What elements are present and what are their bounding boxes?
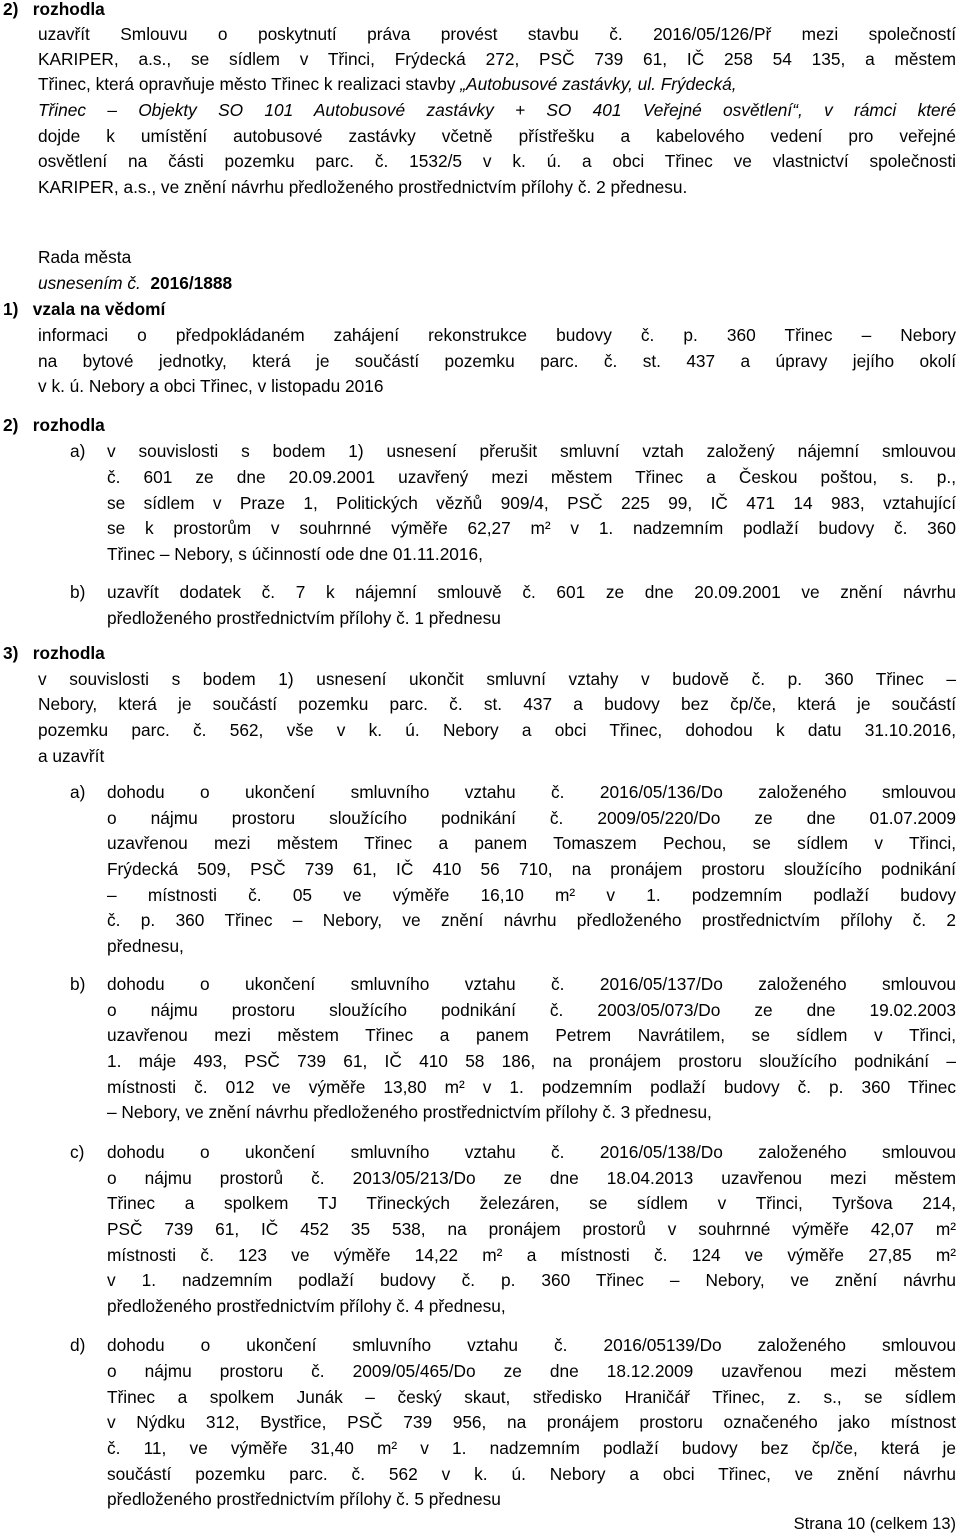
paragraph-line: přednesu,: [107, 936, 184, 956]
paragraph-line: dohodu o ukončení smluvního vztahu č. 2016/05/138/Do založeného smlouvou: [107, 1142, 956, 1162]
paragraph-line: č. 601 ze dne 20.09.2001 uzavřený mezi městem Třinec a Českou poštou, s. p.,: [107, 467, 956, 487]
paragraph-line: v 1. nadzemním podlaží budovy č. p. 360 Třinec – Nebory, ve znění návrhu: [107, 1270, 956, 1290]
paragraph-line: v Nýdku 312, Bystřice, PSČ 739 956, na pronájem prostoru označeného jako místnost: [107, 1412, 956, 1432]
paragraph-line: uzavřenou mezi městem Třinec a panem Tomaszem Pechou, se sídlem v Třinci,: [107, 833, 956, 853]
paragraph-line: předloženého prostřednictvím přílohy č. 4 přednesu,: [107, 1296, 506, 1316]
paragraph-line: místnosti č. 012 ve výměře 13,80 m² v 1. podzemním podlaží budovy č. p. 360 Třinec: [107, 1077, 956, 1097]
paragraph-line: a uzavřít: [38, 746, 105, 766]
paragraph-line: dohodu o ukončení smluvního vztahu č. 2016/05/137/Do založeného smlouvou: [107, 974, 956, 994]
paragraph-line: KARIPER, a.s., ve znění návrhu předloženého prostřednictvím přílohy č. 2 přednesu.: [38, 177, 688, 197]
paragraph-line: v k. ú. Nebory a obci Třinec, v listopadu 2016: [38, 376, 384, 396]
paragraph-line: č. 11, ve výměře 31,40 m² v 1. nadzemním podlaží budovy bez čp/če, která je: [107, 1438, 956, 1458]
paragraph-line: dojde k umístění autobusové zastávky včetně přístřešku a kabelového vedení pro veřejné: [38, 126, 956, 146]
paragraph-line: uzavřenou mezi městem Třinec a panem Petrem Navrátilem, se sídlem v Třinci,: [107, 1025, 956, 1045]
paragraph-line: o nájmu prostoru č. 2009/05/465/Do ze dne 18.12.2009 uzavřenou mezi městem: [107, 1361, 956, 1381]
paragraph-line: Třinec a spolkem TJ Třineckých železáren, se sídlem v Třinci, Tyršova 214,: [107, 1193, 956, 1213]
sub-item-label: b): [70, 974, 86, 994]
paragraph-line: – Nebory, ve znění návrhu předloženého prostřednictvím přílohy č. 3 přednesu,: [107, 1102, 712, 1122]
paragraph-line: Frýdecká 509, PSČ 739 61, IČ 410 56 710, na pronájem prostoru sloužícího podnikání: [107, 859, 956, 879]
item-label: 2) rozhodla: [3, 0, 105, 19]
paragraph-line: pozemku parc. č. 562, vše v k. ú. Nebory a obci Třinec, dohodou k datu 31.10.2016,: [38, 720, 956, 740]
paragraph-line: osvětlení na části pozemku parc. č. 1532/5 v k. ú. a obci Třinec ve vlastnictví společnosti: [38, 151, 956, 171]
sub-item-label: a): [70, 782, 86, 802]
paragraph-line: předloženého prostřednictvím přílohy č. 1 přednesu: [107, 608, 501, 628]
item-label: 1) vzala na vědomí: [3, 299, 166, 319]
sub-item-label: c): [70, 1142, 85, 1162]
sub-item-label: a): [70, 441, 86, 461]
paragraph-line: o nájmu prostorů č. 2013/05/213/Do ze dne 18.04.2013 uzavřenou mezi městem: [107, 1168, 956, 1188]
paragraph-line: o nájmu prostoru sloužícího podnikání č. 2009/05/220/Do ze dne 01.07.2009: [107, 808, 956, 828]
sub-item-label: d): [70, 1335, 86, 1355]
paragraph-line: PSČ 739 61, IČ 452 35 538, na pronájem prostorů v souhrnné výměře 42,07 m²: [107, 1219, 956, 1239]
resolution-header: usnesením č. 2016/1888: [38, 273, 233, 293]
paragraph-line: součástí pozemku parc. č. 562 v k. ú. Nebory a obci Třinec, ve znění návrhu: [107, 1464, 956, 1484]
paragraph-line: se sídlem v Praze 1, Politických vězňů 909/4, PSČ 225 99, IČ 471 14 983, vztahující: [107, 493, 956, 513]
paragraph-line: KARIPER, a.s., se sídlem v Třinci, Frýdecká 272, PSČ 739 61, IČ 258 54 135, a městem: [38, 49, 956, 69]
paragraph-line: Třinec – Objekty SO 101 Autobusové zastávky + SO 401 Veřejné osvětlení“, v rámci které: [38, 100, 956, 120]
page-number: Strana 10 (celkem 13): [793, 1515, 956, 1533]
paragraph-line: uzavřít dodatek č. 7 k nájemní smlouvě č. 601 ze dne 20.09.2001 ve znění návrhu: [107, 582, 956, 602]
paragraph-line: místnosti č. 123 ve výměře 14,22 m² a místnosti č. 124 ve výměře 27,85 m²: [107, 1245, 956, 1265]
paragraph-line: 1. máje 493, PSČ 739 61, IČ 410 58 186, na pronájem prostoru sloužícího podnikání –: [107, 1051, 956, 1071]
paragraph-line: dohodu o ukončení smluvního vztahu č. 2016/05/136/Do založeného smlouvou: [107, 782, 956, 802]
paragraph-line: o nájmu prostoru sloužícího podnikání č. 2003/05/073/Do ze dne 19.02.2003: [107, 1000, 956, 1020]
paragraph-line: v souvislosti s bodem 1) usnesení ukončit smluvní vztahy v budově č. p. 360 Třinec –: [38, 669, 956, 689]
sub-item-label: b): [70, 582, 86, 602]
paragraph-line: Třinec, která opravňuje město Třinec k realizaci stavby „Autobusové zastávky, ul. Frýdecká,: [38, 74, 737, 94]
paragraph-line: v souvislosti s bodem 1) usnesení přerušit smluvní vztah založený nájemní smlouvou: [107, 441, 956, 461]
item-label: 2) rozhodla: [3, 415, 105, 435]
paragraph-line: předloženého prostřednictvím přílohy č. 5 přednesu: [107, 1489, 501, 1509]
paragraph-line: dohodu o ukončení smluvního vztahu č. 2016/05139/Do založeného smlouvou: [107, 1335, 956, 1355]
paragraph-line: Třinec – Nebory, s účinností ode dne 01.11.2016,: [107, 544, 483, 564]
council-name: Rada města: [38, 247, 132, 267]
item-label: 3) rozhodla: [3, 643, 105, 663]
paragraph-line: informaci o předpokládaném zahájení rekonstrukce budovy č. p. 360 Třinec – Nebory: [38, 325, 956, 345]
paragraph-line: se k prostorům v souhrnné výměře 62,27 m² v 1. nadzemním podlaží budovy č. 360: [107, 518, 956, 538]
paragraph-line: č. p. 360 Třinec – Nebory, ve znění návrhu předloženého prostřednictvím přílohy č. 2: [107, 910, 956, 930]
paragraph-line: uzavřít Smlouvu o poskytnutí práva provést stavbu č. 2016/05/126/Př mezi společností: [38, 24, 956, 44]
paragraph-line: Třinec a spolkem Junák – český skaut, středisko Hraničář Třinec, z. s., se sídlem: [107, 1387, 956, 1407]
paragraph-line: Nebory, která je součástí pozemku parc. č. st. 437 a budovy bez čp/če, která je součástí: [38, 694, 956, 714]
paragraph-line: – místnosti č. 05 ve výměře 16,10 m² v 1. podzemním podlaží budovy: [107, 885, 956, 905]
paragraph-line: na bytové jednotky, která je součástí pozemku parc. č. st. 437 a úpravy jejího okolí: [38, 351, 956, 371]
